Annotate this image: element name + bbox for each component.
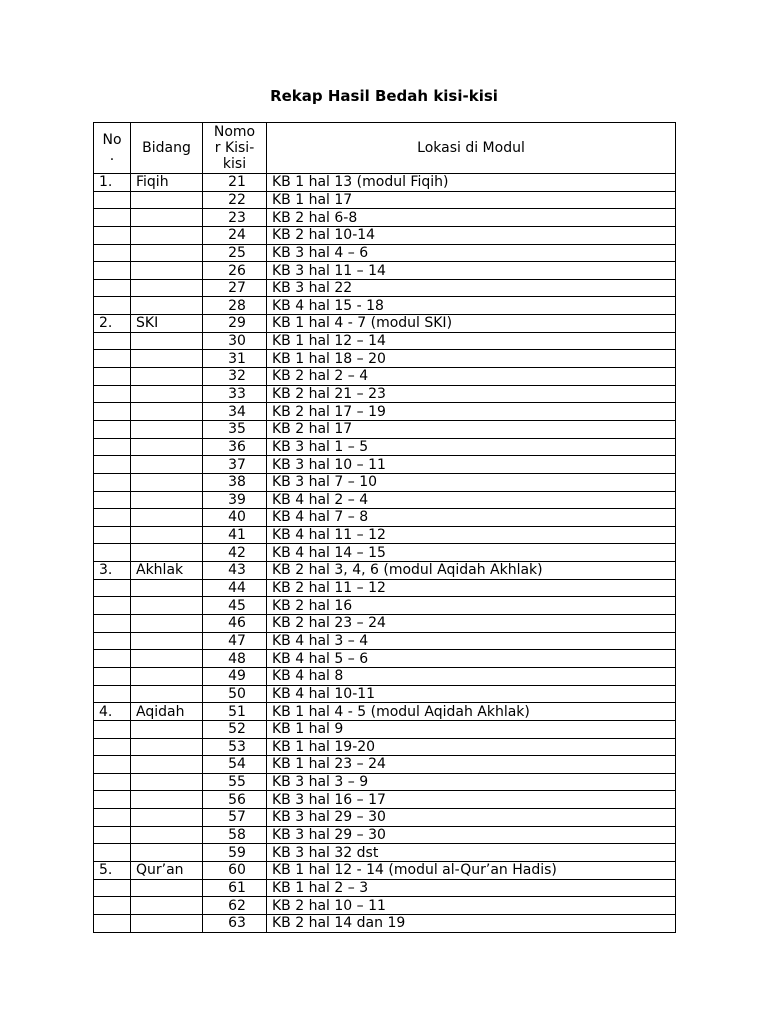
cell-bidang — [131, 597, 203, 615]
cell-bidang — [131, 191, 203, 209]
header-bidang — [131, 123, 203, 174]
cell-no — [94, 685, 131, 703]
cell-nomor: 56 — [203, 791, 267, 809]
table-row — [94, 844, 676, 862]
cell-nomor: 55 — [203, 773, 267, 791]
table-row — [94, 738, 676, 756]
header-row — [94, 123, 676, 174]
cell-nomor: 48 — [203, 650, 267, 668]
cell-bidang: Akhlak — [131, 562, 203, 580]
cell-lokasi: KB 3 hal 1 – 5 — [267, 438, 676, 456]
cell-no — [94, 579, 131, 597]
header-nomor-line1: Nomo — [213, 124, 256, 140]
header-lokasi-label: Lokasi di Modul — [417, 140, 525, 156]
cell-lokasi: KB 3 hal 11 – 14 — [267, 262, 676, 280]
cell-bidang: Aqidah — [131, 703, 203, 721]
table-row — [94, 914, 676, 932]
cell-bidang — [131, 385, 203, 403]
cell-bidang — [131, 897, 203, 915]
cell-bidang: Qur’an — [131, 861, 203, 879]
cell-bidang — [131, 209, 203, 227]
cell-bidang — [131, 456, 203, 474]
cell-nomor: 41 — [203, 526, 267, 544]
cell-no — [94, 385, 131, 403]
cell-bidang — [131, 667, 203, 685]
table-row — [94, 473, 676, 491]
cell-nomor: 29 — [203, 315, 267, 333]
table-row — [94, 579, 676, 597]
cell-lokasi: KB 4 hal 10-11 — [267, 685, 676, 703]
cell-lokasi: KB 2 hal 17 — [267, 420, 676, 438]
cell-lokasi: KB 1 hal 17 — [267, 191, 676, 209]
cell-no — [94, 597, 131, 615]
cell-no: 3. — [94, 562, 131, 580]
header-nomor — [203, 123, 267, 174]
cell-bidang — [131, 879, 203, 897]
table-row — [94, 368, 676, 386]
cell-bidang — [131, 332, 203, 350]
cell-lokasi: KB 2 hal 3, 4, 6 (modul Aqidah Akhlak) — [267, 562, 676, 580]
cell-nomor: 51 — [203, 703, 267, 721]
cell-lokasi: KB 4 hal 8 — [267, 667, 676, 685]
table-row — [94, 315, 676, 333]
cell-no — [94, 438, 131, 456]
table-row — [94, 597, 676, 615]
cell-nomor: 50 — [203, 685, 267, 703]
table-row — [94, 791, 676, 809]
cell-nomor: 63 — [203, 914, 267, 932]
cell-nomor: 35 — [203, 420, 267, 438]
header-lokasi — [267, 123, 676, 174]
cell-nomor: 28 — [203, 297, 267, 315]
cell-no: 1. — [94, 174, 131, 192]
table-row — [94, 332, 676, 350]
table-row — [94, 756, 676, 774]
cell-lokasi: KB 4 hal 3 – 4 — [267, 632, 676, 650]
table-row — [94, 438, 676, 456]
table-row — [94, 491, 676, 509]
header-no-line1: No — [102, 132, 122, 148]
cell-bidang — [131, 773, 203, 791]
cell-nomor: 34 — [203, 403, 267, 421]
cell-lokasi: KB 1 hal 19-20 — [267, 738, 676, 756]
table-row — [94, 420, 676, 438]
cell-no — [94, 738, 131, 756]
cell-bidang — [131, 297, 203, 315]
cell-lokasi: KB 2 hal 23 – 24 — [267, 615, 676, 633]
cell-nomor: 54 — [203, 756, 267, 774]
cell-no — [94, 632, 131, 650]
table-row — [94, 544, 676, 562]
cell-bidang — [131, 226, 203, 244]
cell-lokasi: KB 4 hal 5 – 6 — [267, 650, 676, 668]
cell-lokasi: KB 3 hal 3 – 9 — [267, 773, 676, 791]
cell-lokasi: KB 4 hal 11 – 12 — [267, 526, 676, 544]
cell-bidang — [131, 844, 203, 862]
cell-no — [94, 420, 131, 438]
table-row — [94, 509, 676, 527]
cell-bidang — [131, 685, 203, 703]
cell-nomor: 38 — [203, 473, 267, 491]
cell-bidang — [131, 368, 203, 386]
cell-lokasi: KB 3 hal 29 – 30 — [267, 809, 676, 827]
cell-bidang — [131, 244, 203, 262]
cell-lokasi: KB 1 hal 2 – 3 — [267, 879, 676, 897]
table-row — [94, 385, 676, 403]
cell-no — [94, 667, 131, 685]
cell-bidang — [131, 279, 203, 297]
table-row — [94, 879, 676, 897]
cell-nomor: 44 — [203, 579, 267, 597]
cell-no: 5. — [94, 861, 131, 879]
table-row — [94, 262, 676, 280]
rekap-table — [93, 122, 676, 933]
cell-no — [94, 650, 131, 668]
cell-no — [94, 297, 131, 315]
table-row — [94, 826, 676, 844]
cell-nomor: 47 — [203, 632, 267, 650]
header-bidang-label: Bidang — [142, 140, 191, 156]
cell-no — [94, 473, 131, 491]
table-row — [94, 297, 676, 315]
cell-nomor: 39 — [203, 491, 267, 509]
cell-no — [94, 526, 131, 544]
cell-nomor: 23 — [203, 209, 267, 227]
cell-no — [94, 897, 131, 915]
cell-lokasi: KB 1 hal 18 – 20 — [267, 350, 676, 368]
cell-nomor: 58 — [203, 826, 267, 844]
cell-nomor: 22 — [203, 191, 267, 209]
cell-bidang — [131, 650, 203, 668]
cell-bidang: SKI — [131, 315, 203, 333]
cell-lokasi: KB 2 hal 21 – 23 — [267, 385, 676, 403]
cell-no — [94, 226, 131, 244]
table-row — [94, 226, 676, 244]
cell-bidang — [131, 756, 203, 774]
table-row — [94, 720, 676, 738]
cell-no — [94, 914, 131, 932]
cell-lokasi: KB 3 hal 10 – 11 — [267, 456, 676, 474]
cell-bidang — [131, 473, 203, 491]
cell-nomor: 57 — [203, 809, 267, 827]
cell-lokasi: KB 2 hal 16 — [267, 597, 676, 615]
cell-lokasi: KB 2 hal 10 – 11 — [267, 897, 676, 915]
cell-bidang — [131, 632, 203, 650]
cell-nomor: 45 — [203, 597, 267, 615]
cell-nomor: 62 — [203, 897, 267, 915]
table-row — [94, 562, 676, 580]
cell-lokasi: KB 2 hal 10-14 — [267, 226, 676, 244]
cell-nomor: 49 — [203, 667, 267, 685]
cell-nomor: 27 — [203, 279, 267, 297]
table-row — [94, 667, 676, 685]
cell-lokasi: KB 2 hal 2 – 4 — [267, 368, 676, 386]
cell-bidang — [131, 526, 203, 544]
table-row — [94, 174, 676, 192]
cell-nomor: 52 — [203, 720, 267, 738]
cell-no — [94, 826, 131, 844]
header-nomor-line3: kisi — [222, 156, 247, 172]
cell-no — [94, 403, 131, 421]
cell-lokasi: KB 3 hal 29 – 30 — [267, 826, 676, 844]
cell-nomor: 25 — [203, 244, 267, 262]
cell-lokasi: KB 1 hal 4 - 5 (modul Aqidah Akhlak) — [267, 703, 676, 721]
cell-nomor: 53 — [203, 738, 267, 756]
table-row — [94, 685, 676, 703]
header-no-line2: . — [109, 148, 115, 164]
header-no — [94, 123, 131, 174]
cell-lokasi: KB 4 hal 15 - 18 — [267, 297, 676, 315]
cell-bidang — [131, 720, 203, 738]
table-body — [94, 174, 676, 933]
cell-nomor: 32 — [203, 368, 267, 386]
cell-no — [94, 279, 131, 297]
cell-bidang — [131, 738, 203, 756]
cell-no — [94, 368, 131, 386]
cell-lokasi: KB 2 hal 6-8 — [267, 209, 676, 227]
cell-no — [94, 209, 131, 227]
cell-nomor: 46 — [203, 615, 267, 633]
table-row — [94, 703, 676, 721]
cell-nomor: 21 — [203, 174, 267, 192]
cell-nomor: 60 — [203, 861, 267, 879]
cell-lokasi: KB 4 hal 14 – 15 — [267, 544, 676, 562]
table-row — [94, 773, 676, 791]
cell-no — [94, 456, 131, 474]
cell-lokasi: KB 4 hal 2 – 4 — [267, 491, 676, 509]
table-row — [94, 861, 676, 879]
cell-nomor: 42 — [203, 544, 267, 562]
cell-bidang — [131, 615, 203, 633]
table-row — [94, 456, 676, 474]
cell-nomor: 30 — [203, 332, 267, 350]
cell-no — [94, 791, 131, 809]
cell-bidang — [131, 791, 203, 809]
cell-lokasi: KB 1 hal 12 – 14 — [267, 332, 676, 350]
cell-bidang — [131, 579, 203, 597]
table-row — [94, 897, 676, 915]
cell-nomor: 24 — [203, 226, 267, 244]
cell-bidang — [131, 544, 203, 562]
table-row — [94, 615, 676, 633]
cell-bidang — [131, 438, 203, 456]
cell-no — [94, 332, 131, 350]
cell-nomor: 36 — [203, 438, 267, 456]
cell-lokasi: KB 3 hal 4 – 6 — [267, 244, 676, 262]
cell-lokasi: KB 1 hal 4 - 7 (modul SKI) — [267, 315, 676, 333]
cell-no — [94, 844, 131, 862]
cell-nomor: 40 — [203, 509, 267, 527]
cell-nomor: 61 — [203, 879, 267, 897]
table-row — [94, 279, 676, 297]
cell-no — [94, 262, 131, 280]
table-row — [94, 209, 676, 227]
cell-bidang — [131, 509, 203, 527]
cell-no — [94, 773, 131, 791]
table-row — [94, 809, 676, 827]
cell-lokasi: KB 3 hal 16 – 17 — [267, 791, 676, 809]
cell-no — [94, 509, 131, 527]
cell-nomor: 26 — [203, 262, 267, 280]
cell-no — [94, 244, 131, 262]
table-row — [94, 191, 676, 209]
cell-bidang — [131, 826, 203, 844]
cell-lokasi: KB 2 hal 11 – 12 — [267, 579, 676, 597]
cell-lokasi: KB 1 hal 12 - 14 (modul al-Qur’an Hadis) — [267, 861, 676, 879]
cell-bidang: Fiqih — [131, 174, 203, 192]
cell-bidang — [131, 420, 203, 438]
cell-no — [94, 756, 131, 774]
table-row — [94, 632, 676, 650]
cell-no — [94, 615, 131, 633]
cell-bidang — [131, 914, 203, 932]
cell-nomor: 33 — [203, 385, 267, 403]
table-row — [94, 350, 676, 368]
cell-lokasi: KB 1 hal 23 – 24 — [267, 756, 676, 774]
cell-bidang — [131, 809, 203, 827]
table-row — [94, 650, 676, 668]
cell-lokasi: KB 3 hal 7 – 10 — [267, 473, 676, 491]
cell-nomor: 59 — [203, 844, 267, 862]
cell-bidang — [131, 262, 203, 280]
cell-no — [94, 720, 131, 738]
cell-nomor: 37 — [203, 456, 267, 474]
cell-no — [94, 191, 131, 209]
cell-lokasi: KB 1 hal 9 — [267, 720, 676, 738]
cell-lokasi: KB 3 hal 22 — [267, 279, 676, 297]
cell-lokasi: KB 2 hal 17 – 19 — [267, 403, 676, 421]
document-title: Rekap Hasil Bedah kisi-kisi — [270, 87, 498, 105]
cell-no — [94, 809, 131, 827]
cell-lokasi: KB 3 hal 32 dst — [267, 844, 676, 862]
cell-no — [94, 544, 131, 562]
cell-bidang — [131, 491, 203, 509]
table-row — [94, 403, 676, 421]
cell-no — [94, 350, 131, 368]
cell-no — [94, 491, 131, 509]
table-row — [94, 244, 676, 262]
cell-nomor: 31 — [203, 350, 267, 368]
cell-lokasi: KB 4 hal 7 – 8 — [267, 509, 676, 527]
cell-lokasi: KB 1 hal 13 (modul Fiqih) — [267, 174, 676, 192]
table-row — [94, 526, 676, 544]
header-nomor-line2: r Kisi- — [214, 140, 255, 156]
cell-lokasi: KB 2 hal 14 dan 19 — [267, 914, 676, 932]
cell-no: 2. — [94, 315, 131, 333]
cell-no: 4. — [94, 703, 131, 721]
table-header — [94, 123, 676, 174]
cell-nomor: 43 — [203, 562, 267, 580]
cell-bidang — [131, 350, 203, 368]
cell-bidang — [131, 403, 203, 421]
cell-no — [94, 879, 131, 897]
